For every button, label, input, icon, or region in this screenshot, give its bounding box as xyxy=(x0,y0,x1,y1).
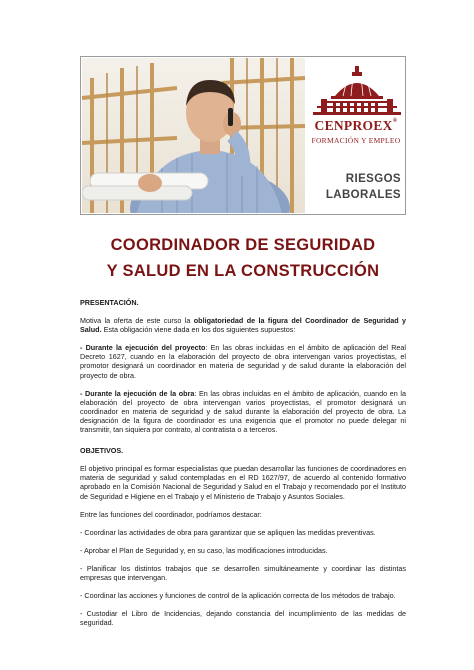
cover-photo xyxy=(82,58,305,213)
presentacion-paragraph-1 xyxy=(80,316,406,334)
presentacion-p3-bold: - Durante la ejecución de la obra xyxy=(80,388,195,398)
objetivos-item-5: - Custodiar el Libro de Incidencias, dejando constancia del incumplimiento de las medidas de seguridad. xyxy=(80,609,406,628)
objetivos-item-1: - Coordinar las actividades de obra para garantizar que se apliquen las medidas preventivas. xyxy=(80,527,376,537)
presentacion-p1-pre: Motiva la oferta de este curso la xyxy=(80,316,194,326)
header-banner xyxy=(80,56,406,215)
construction-worker-photo xyxy=(82,58,305,213)
presentacion-heading: PRESENTACIÓN. xyxy=(80,298,139,307)
objetivos-item-2: - Aprobar el Plan de Seguridad y, en su caso, las modificaciones introducidas. xyxy=(80,545,328,555)
brand-name xyxy=(307,118,405,134)
objetivos-heading: OBJETIVOS. xyxy=(80,446,124,456)
cenproex-dome-logo-icon xyxy=(313,66,401,116)
brand-name-text: CENPROEX xyxy=(314,118,393,133)
brand-tagline: FORMACIÓN Y EMPLEO xyxy=(311,136,401,145)
brand-panel xyxy=(305,58,405,213)
document-title-line2: Y SALUD EN LA CONSTRUCCIÓN xyxy=(106,262,380,280)
document-title-line1: COORDINADOR DE SEGURIDAD xyxy=(110,236,376,254)
objetivos-paragraph-1: El objetivo principal es formar especialistas que puedan desarrollar las funciones de coordinadores en materia de seguridad y salud contempladas en el RD 1627/97, de acuerdo al contenido formativo aprobado en la Comisión Nacional de Seguridad y Salud en el Trabajo y recomendado por el Instituto de Seguridad e Higiene en el Trabajo y el Ministerio de Trabajo y Asuntos Sociales. xyxy=(80,464,406,501)
objetivos-item-4: - Coordinar las acciones y funciones de control de la aplicación correcta de los métodos de trabajo. xyxy=(80,591,396,601)
presentacion-p1-post: Esta obligación viene dada en los dos siguientes supuestos: xyxy=(101,325,296,335)
presentacion-paragraph-3 xyxy=(80,389,406,434)
presentacion-paragraph-2 xyxy=(80,343,406,379)
presentacion-p1-bold: obligatoriedad de la figura del Coordinador de Seguridad y Salud. xyxy=(80,316,407,335)
category-label-line1: RIESGOS xyxy=(345,173,401,185)
presentacion-p2-bold: - Durante la ejecución del proyecto xyxy=(80,343,206,353)
presentacion-p2-text: : En las obras incluidas en el ámbito de aplicación del Real Decreto 1627, cuando en la elaboración del proyecto de obra intervengan varios proyectistas, el promotor designará un coordinador en materia de seguridad y de salud durante la elaboración del proyecto de obra. xyxy=(80,343,406,380)
objetivos-paragraph-2: Entre las funciones del coordinador, podríamos destacar: xyxy=(80,509,262,519)
document-body xyxy=(80,298,406,636)
objetivos-item-3: - Planificar los distintos trabajos que se desarrollen simultáneamente y coordinar las distintas empresas que intervengan. xyxy=(80,563,406,582)
presentacion-p3-text: : En las obras incluidas en el ámbito de aplicación, cuando en la elaboración del proyecto de obra intervengan varios proyectistas, el promotor designará un coordinador en materia de seguridad y de salud durante la elaboración del proyecto de obra. La designación de la figura de coordinador es una exigencia que el promotor no puede delegar ni transmitir, tan siquiera por contrato, al contratista o a terceros. xyxy=(80,388,406,435)
category-label-line2: LABORALES xyxy=(325,189,401,201)
registered-mark: ® xyxy=(392,118,398,124)
